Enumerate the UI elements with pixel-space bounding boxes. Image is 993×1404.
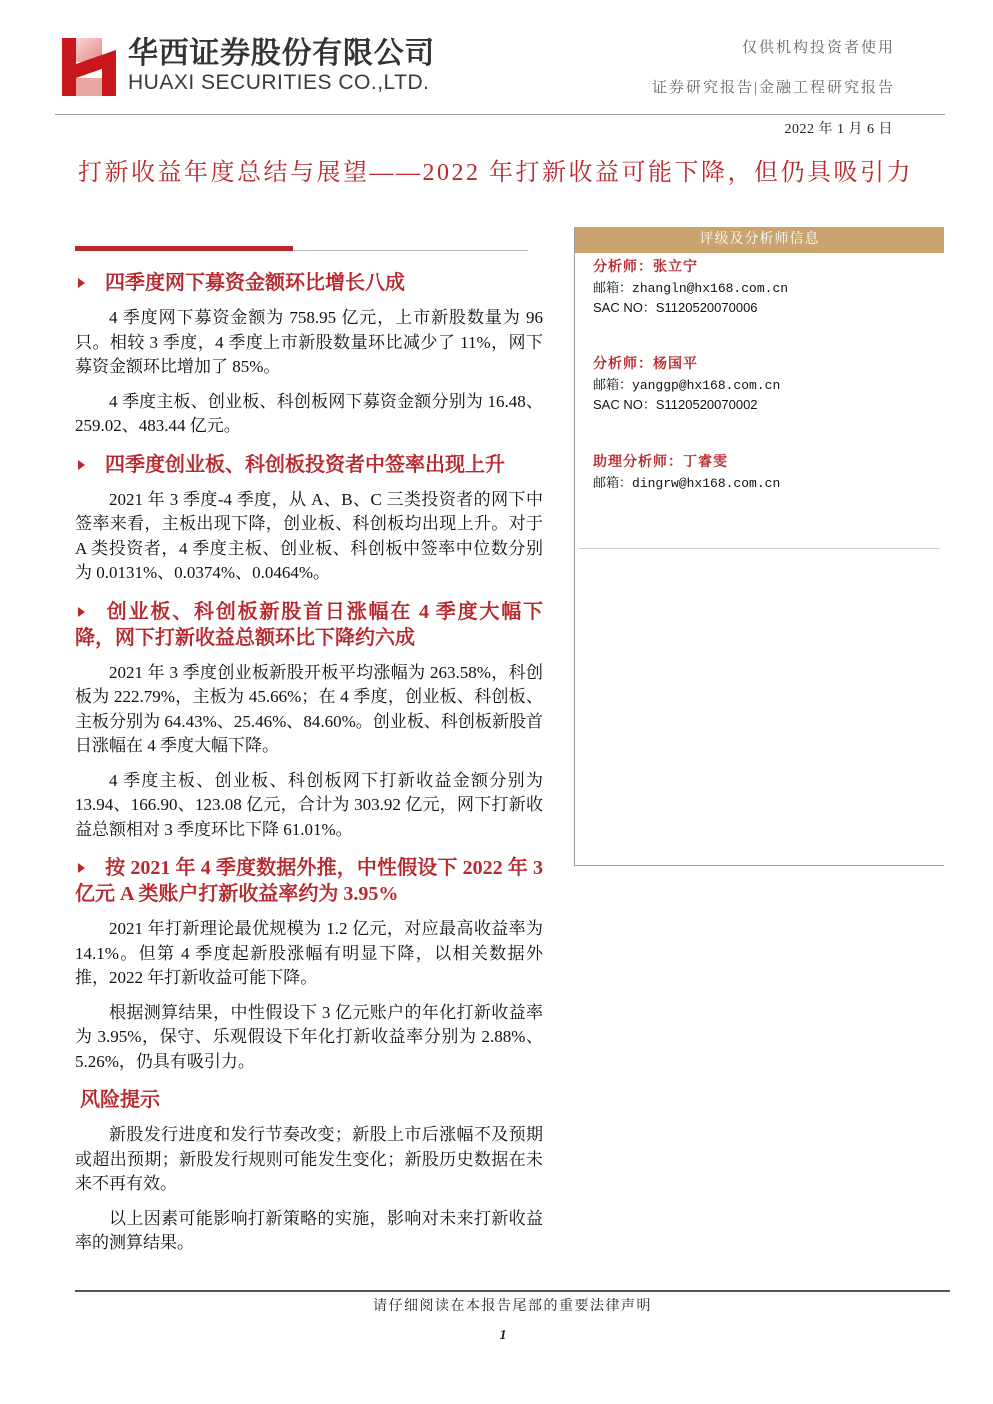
analyst-email: yanggp@hx168.com.cn [632, 377, 781, 393]
analyst-email-line [593, 473, 780, 494]
main-content [75, 270, 543, 1256]
analyst-card [593, 258, 788, 318]
section-heading [75, 599, 543, 651]
analyst-info-header: 评级及分析师信息 [575, 227, 944, 253]
paragraph: 2021 年打新理论最优规模为 1.2 亿元，对应最高收益率为 14.1%。但第 4 季度起新股涨幅有明显下降，以相关数据外推，2022 年打新收益可能下降。 [75, 919, 543, 987]
analyst-sac-number: SAC NO：S1120520070006 [593, 300, 758, 315]
section-heading-text: 按 2021 年 4 季度数据外推，中性假设下 2022 年 3 亿元 A 类账户打新收益率约为 3.95% [75, 857, 543, 905]
email-label: 邮箱： [593, 474, 633, 490]
footer-divider [75, 1290, 950, 1292]
paragraph: 4 季度主板、创业板、科创板网下募资金额分别为 16.48、259.02、483.44 亿元。 [75, 391, 543, 435]
huaxi-logo-icon [62, 38, 116, 96]
analyst-card [593, 355, 780, 415]
analyst-info-panel [574, 227, 944, 866]
section-heading-text: 创业板、科创板新股首日涨幅在 4 季度大幅下降，网下打新收益总额环比下降约六成 [75, 600, 543, 649]
bullet-arrow-icon [75, 278, 105, 288]
paragraph: 4 季度主板、创业板、科创板网下打新收益金额分别为 13.94、166.90、123.08 亿元，合计为 303.92 亿元，网下打新收益总额相对 3 季度环比下降 61.01%。 [75, 770, 543, 839]
paragraph: 4 季度网下募资金额为 758.95 亿元，上市新股数量为 96 只。相较 3 季度，4 季度上市新股数量环比减少了 11%，网下募资金额环比增加了 85%。 [75, 308, 543, 376]
audience-notice: 仅供机构投资者使用 [741, 40, 895, 56]
email-label: 邮箱： [593, 376, 633, 392]
paragraph: 以上因素可能影响打新策略的实施，影响对未来打新收益率的测算结果。 [75, 1208, 543, 1252]
section-heading [75, 270, 543, 296]
analyst-card [593, 453, 780, 493]
panel-divider [579, 548, 940, 549]
analyst-email-line [593, 278, 788, 299]
email-label: 邮箱： [593, 279, 633, 295]
analyst-name: 分析师：张立宁 [593, 260, 698, 275]
header-divider [55, 114, 945, 115]
section-heading [75, 452, 543, 478]
title-divider [293, 250, 528, 251]
paragraph: 2021 年 3 季度-4 季度，从 A、B、C 三类投资者的网下中签率来看，主板出现下降，创业板、科创板均出现上升。对于 A 类投资者，4 季度主板、创业板、科创板中签率中位数分别为 0.0131%、0.0374%、0.0464%。 [75, 489, 543, 582]
section-heading [75, 855, 543, 907]
company-name-cn: 华西证券股份有限公司 [128, 37, 435, 70]
page-number: 1 [499, 1328, 507, 1343]
paragraph: 2021 年 3 季度创业板新股开板平均涨幅为 263.58%，科创板为 222.79%，主板为 45.66%；在 4 季度，创业板、科创板、主板分别为 64.43%、25.46%、84.60%。创业板、科创板新股首日涨幅在 4 季度大幅下降。 [75, 662, 543, 755]
paragraph: 新股发行进度和发行节奏改变；新股上市后涨幅不及预期或超出预期；新股发行规则可能发生变化；新股历史数据在未来不再有效。 [75, 1125, 543, 1193]
report-type: 证券研究报告|金融工程研究报告 [651, 80, 895, 96]
analyst-name: 助理分析师：丁睿雯 [593, 455, 728, 470]
legal-disclaimer-notice: 请仔细阅读在本报告尾部的重要法律声明 [373, 1299, 652, 1314]
analyst-email: dingrw@hx168.com.cn [632, 475, 781, 491]
company-name-en: HUAXI SECURITIES CO.,LTD. [128, 71, 430, 94]
analyst-email-line [593, 375, 780, 396]
bullet-arrow-icon [75, 607, 105, 617]
analyst-sac-number: SAC NO：S1120520070002 [593, 397, 758, 412]
section-heading-text: 四季度创业板、科创板投资者中签率出现上升 [105, 453, 505, 476]
analyst-email: zhangln@hx168.com.cn [632, 280, 789, 296]
risk-heading: 风险提示 [80, 1089, 160, 1111]
section-heading-text: 四季度网下募资金额环比增长八成 [105, 272, 405, 294]
analyst-name: 分析师：杨国平 [593, 357, 698, 372]
title-accent-bar [75, 246, 293, 251]
bullet-arrow-icon [75, 863, 105, 873]
report-title: 打新收益年度总结与展望——2022 年打新收益可能下降，但仍具吸引力 [78, 160, 913, 186]
report-date: 2022 年 1 月 6 日 [784, 122, 893, 137]
paragraph: 根据测算结果，中性假设下 3 亿元账户的年化打新收益率为 3.95%，保守、乐观假设下年化打新收益率分别为 2.88%、5.26%，仍具有吸引力。 [75, 1002, 543, 1071]
bullet-arrow-icon [75, 460, 105, 470]
